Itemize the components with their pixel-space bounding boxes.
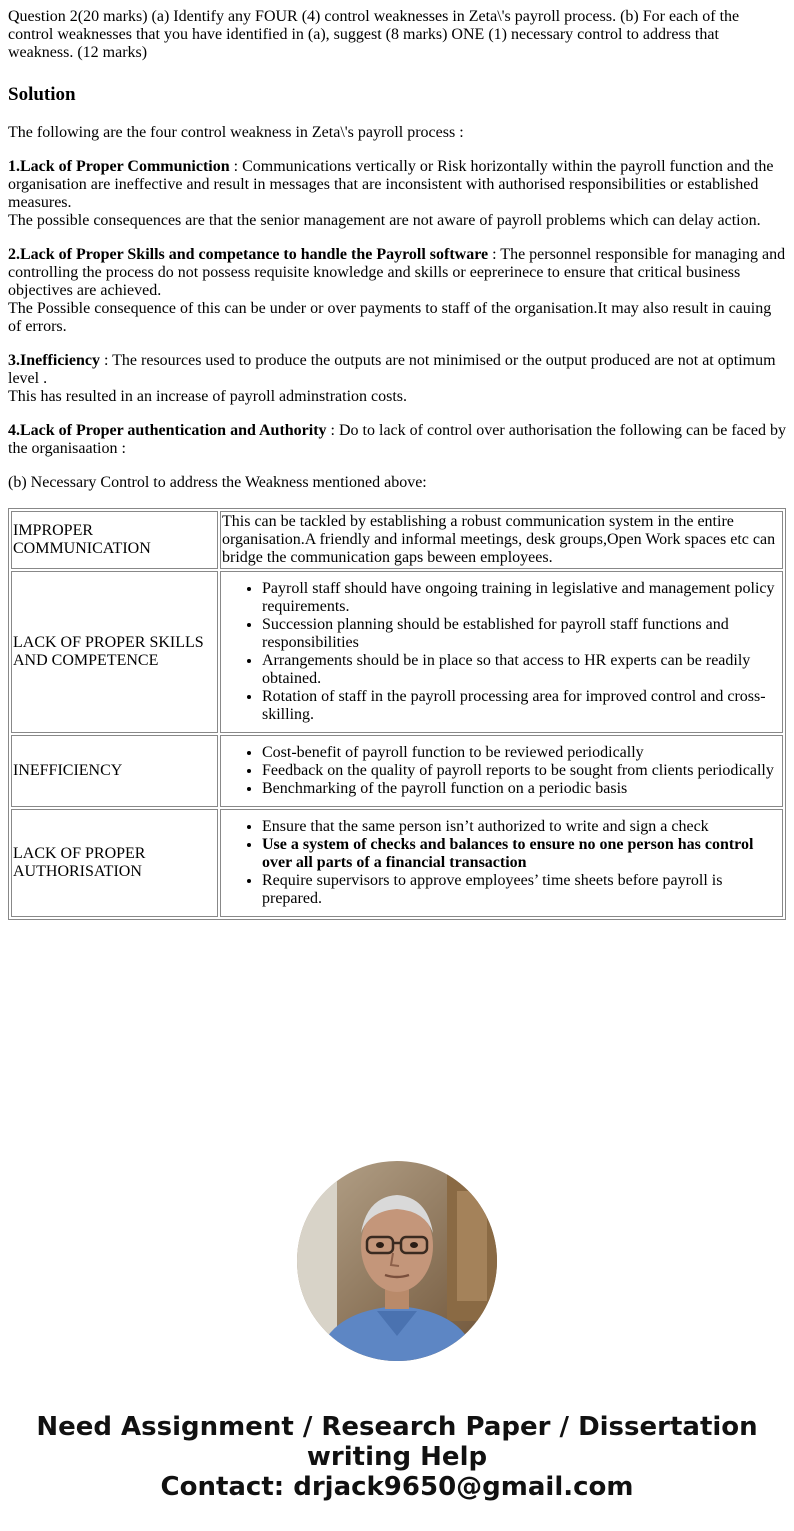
- list-item: • Ensure that the same person isn’t authorized to write and sign a check: [262, 818, 781, 836]
- weakness-1-text: : Communications vertically or Risk horizontally within the payroll function and the organisation are ineffective and result in messages that are inconsistent with authorised responsibilities or established measures.: [8, 158, 774, 211]
- table-row: [11, 735, 783, 807]
- table-row: [11, 571, 783, 733]
- weakness-1: [8, 158, 786, 230]
- weakness-1-title: 1.Lack of Proper Communiction: [8, 158, 230, 175]
- list-item: [262, 836, 781, 872]
- row-label-inefficiency: INEFFICIENCY: [11, 735, 218, 807]
- list-item: • Arrangements should be in place so that access to HR experts can be readily obtained.: [262, 652, 781, 688]
- list-item: • Cost-benefit of payroll function to be reviewed periodically: [262, 744, 781, 762]
- skills-list: [222, 580, 781, 724]
- row-desc-communication: This can be tackled by establishing a robust communication system in the entire organisation.A friendly and informal meetings, desk groups,Open Work spaces etc can bridge the communication gaps beween employees.: [220, 511, 783, 569]
- weakness-2-text: : The personnel responsible for managing and controlling the process do not possess requisite knowledge and skills or eeprerinece to ensure that critical business objectives are achieved.: [8, 246, 786, 299]
- weakness-3-text: : The resources used to produce the outputs are not minimised or the output produced are not at optimum level .: [8, 352, 776, 387]
- list-item: • Benchmarking of the payroll function on a periodic basis: [262, 780, 781, 798]
- row-label-authorisation: LACK OF PROPER AUTHORISATION: [11, 809, 218, 917]
- footer-line-1: Need Assignment / Research Paper / Dissertation writing Help: [36, 1412, 758, 1472]
- document-body: [0, 8, 794, 920]
- weakness-2: [8, 246, 786, 336]
- weakness-2-title: 2.Lack of Proper Skills and competance to handle the Payroll software: [8, 246, 489, 263]
- list-item: • Succession planning should be established for payroll staff functions and responsibilities: [262, 616, 781, 652]
- part-b-heading: (b) Necessary Control to address the Weakness mentioned above:: [8, 474, 427, 491]
- weakness-3: [8, 352, 786, 406]
- list-item: • Rotation of staff in the payroll processing area for improved control and cross-skilling.: [262, 688, 781, 724]
- weakness-2-consequence: The Possible consequence of this can be under or over payments to staff of the organisation.It may also result in cauing of errors.: [8, 300, 772, 335]
- table-row: [11, 511, 783, 569]
- list-item: • Require supervisors to approve employees’ time sheets before payroll is prepared.: [262, 872, 781, 908]
- row-label-skills: LACK OF PROPER SKILLS AND COMPETENCE: [11, 571, 218, 733]
- row-label-communication: IMPROPER COMMUNICATION: [11, 511, 218, 569]
- controls-table: [8, 508, 786, 920]
- row-desc-skills: [220, 571, 783, 733]
- avatar: [297, 1161, 497, 1361]
- list-item: • Payroll staff should have ongoing training in legislative and management policy requirements.: [262, 580, 781, 616]
- row-desc-authorisation: [220, 809, 783, 917]
- list-item: • Feedback on the quality of payroll reports to be sought from clients periodically: [262, 762, 781, 780]
- solution-heading: Solution: [8, 84, 76, 105]
- footer-contact: Contact: drjack9650@gmail.com: [160, 1472, 634, 1502]
- inefficiency-list: [222, 744, 781, 798]
- footer-promo: [0, 1412, 794, 1502]
- weakness-4-title: 4.Lack of Proper authentication and Authority: [8, 422, 327, 439]
- authorisation-list: [222, 818, 781, 908]
- question-text: Question 2(20 marks) (a) Identify any FOUR (4) control weaknesses in Zeta\'s payroll process. (b) For each of the control weaknesses that you have identified in (a), suggest (8 marks) ONE (1) necessary control to address that weakness. (12 marks): [8, 8, 740, 61]
- weakness-4: [8, 422, 786, 458]
- weakness-4-text: : Do to lack of control over authorisation the following can be faced by the organisaation :: [8, 422, 786, 457]
- author-portrait: [297, 1161, 497, 1361]
- weakness-3-title: 3.Inefficiency: [8, 352, 100, 369]
- weakness-1-consequence: The possible consequences are that the senior management are not aware of payroll problems which can delay action.: [8, 212, 761, 229]
- weakness-3-consequence: This has resulted in an increase of payroll adminstration costs.: [8, 388, 408, 405]
- table-row: [11, 809, 783, 917]
- bold-control-text: Use a system of checks and balances to ensure no one person has control over all parts of a financial transaction: [262, 836, 754, 871]
- intro-text: The following are the four control weakness in Zeta\'s payroll process :: [8, 124, 464, 141]
- row-desc-inefficiency: [220, 735, 783, 807]
